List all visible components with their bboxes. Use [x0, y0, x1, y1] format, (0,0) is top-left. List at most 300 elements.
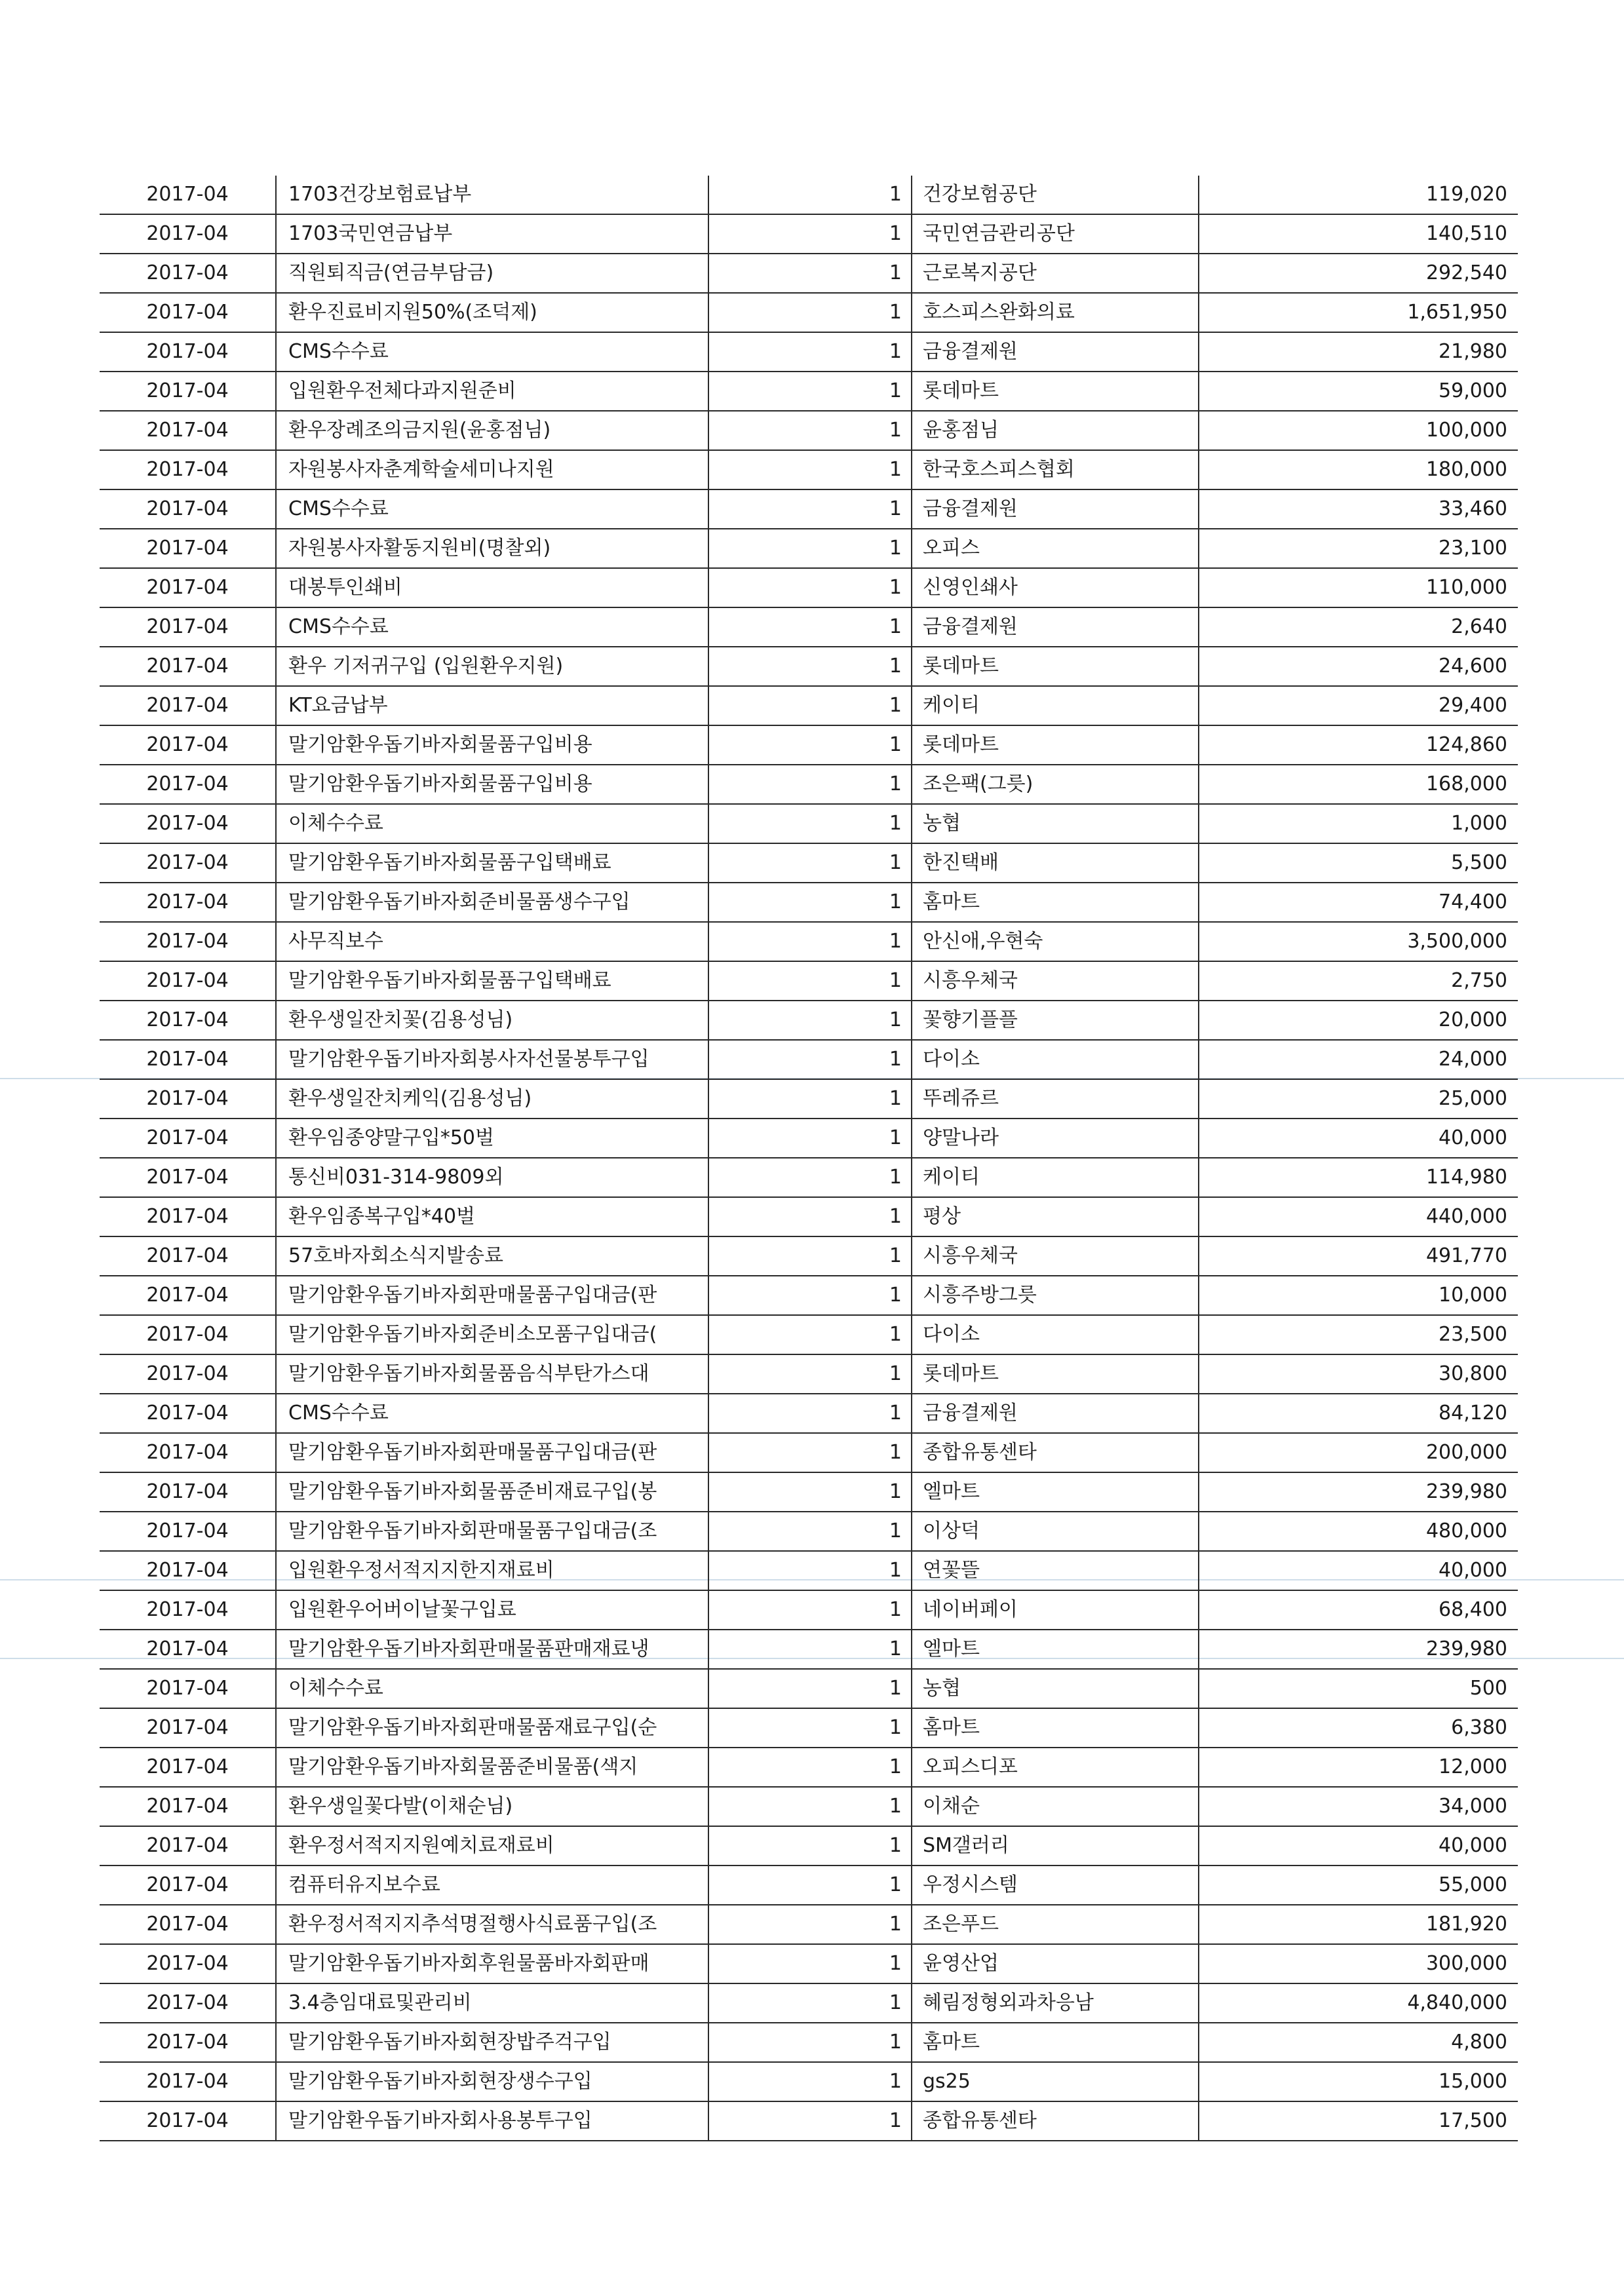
month-cell-text: 2017-04: [146, 1284, 229, 1307]
payee-cell: [912, 372, 1199, 411]
payee-cell-text: 농협: [923, 1677, 961, 1700]
amount-cell-text: 40,000: [1439, 1834, 1507, 1857]
month-cell: [100, 961, 276, 1001]
quantity-cell: [708, 1866, 912, 1905]
quantity-cell-text: 1: [889, 851, 902, 874]
payee-cell: [912, 1394, 1199, 1433]
month-cell: [100, 1826, 276, 1866]
payee-cell: [912, 1944, 1199, 1983]
amount-cell: [1199, 1748, 1518, 1787]
description-cell: [276, 1276, 708, 1315]
payee-cell: [912, 1551, 1199, 1590]
payee-cell: [912, 2023, 1199, 2062]
payee-cell-text: 평상: [923, 1205, 961, 1228]
month-cell: [100, 1040, 276, 1079]
month-cell: [100, 843, 276, 883]
quantity-cell-text: 1: [889, 1284, 902, 1307]
description-cell: [276, 568, 708, 607]
description-cell: [276, 1354, 708, 1394]
description-cell: [276, 176, 708, 214]
description-cell: [276, 686, 708, 725]
quantity-cell-text: 1: [889, 458, 902, 481]
quantity-cell-text: 1: [889, 379, 902, 402]
table-row: [100, 1905, 1518, 1944]
amount-cell-text: 1,000: [1451, 812, 1507, 835]
payee-cell: [912, 1512, 1199, 1551]
month-cell: [100, 332, 276, 372]
table-row: [100, 1197, 1518, 1236]
amount-cell: [1199, 765, 1518, 804]
amount-cell: [1199, 1236, 1518, 1276]
month-cell-text: 2017-04: [146, 1520, 229, 1542]
table-row: [100, 1433, 1518, 1472]
table-row: [100, 1472, 1518, 1512]
amount-cell-text: 181,920: [1425, 1913, 1507, 1936]
payee-cell: [912, 1079, 1199, 1119]
table-row: [100, 1669, 1518, 1708]
month-cell: [100, 1472, 276, 1512]
month-cell: [100, 1079, 276, 1119]
payee-cell: [912, 1315, 1199, 1354]
month-cell: [100, 607, 276, 647]
table-row: [100, 1748, 1518, 1787]
amount-cell: [1199, 254, 1518, 293]
quantity-cell-text: 1: [889, 1637, 902, 1660]
payee-cell-text: 롯데마트: [923, 1362, 999, 1385]
quantity-cell: [708, 214, 912, 254]
payee-cell: [912, 529, 1199, 568]
description-cell-text: 3.4층임대료및관리비: [288, 1991, 472, 2014]
amount-cell-text: 59,000: [1439, 379, 1507, 402]
quantity-cell: [708, 1001, 912, 1040]
description-cell: [276, 450, 708, 489]
month-cell-text: 2017-04: [146, 497, 229, 520]
payee-cell-text: 케이티: [923, 1166, 980, 1189]
table-row: [100, 1983, 1518, 2023]
payee-cell: [912, 765, 1199, 804]
description-cell: [276, 961, 708, 1001]
quantity-cell: [708, 332, 912, 372]
month-cell-text: 2017-04: [146, 1402, 229, 1425]
month-cell: [100, 765, 276, 804]
payee-cell-text: 한국호스피스협회: [923, 458, 1075, 481]
quantity-cell: [708, 293, 912, 332]
quantity-cell: [708, 1158, 912, 1197]
month-cell: [100, 1119, 276, 1158]
quantity-cell: [708, 489, 912, 529]
quantity-cell: [708, 922, 912, 961]
description-cell: [276, 607, 708, 647]
amount-cell-text: 40,000: [1439, 1126, 1507, 1149]
description-cell-text: CMS수수료: [288, 340, 389, 363]
month-cell-text: 2017-04: [146, 1559, 229, 1582]
quantity-cell-text: 1: [889, 1913, 902, 1936]
month-cell: [100, 1708, 276, 1748]
payee-cell: [912, 1748, 1199, 1787]
amount-cell-text: 440,000: [1425, 1205, 1507, 1228]
amount-cell: [1199, 1944, 1518, 1983]
quantity-cell-text: 1: [889, 1126, 902, 1149]
month-cell: [100, 883, 276, 922]
quantity-cell: [708, 1590, 912, 1630]
payee-cell: [912, 254, 1199, 293]
table-row: [100, 1787, 1518, 1826]
month-cell-text: 2017-04: [146, 576, 229, 599]
payee-cell: [912, 1119, 1199, 1158]
description-cell-text: 환우정서적지지원예치료재료비: [288, 1834, 554, 1857]
amount-cell-text: 24,600: [1439, 655, 1507, 678]
description-cell-text: 환우생일꽃다발(이채순님): [288, 1795, 513, 1818]
description-cell-text: CMS수수료: [288, 615, 389, 638]
table-row: [100, 1236, 1518, 1276]
table-row: [100, 2023, 1518, 2062]
table-row: [100, 176, 1518, 214]
table-row: [100, 489, 1518, 529]
table-row: [100, 332, 1518, 372]
payee-cell: [912, 214, 1199, 254]
quantity-cell: [708, 883, 912, 922]
quantity-cell: [708, 1354, 912, 1394]
month-cell: [100, 1748, 276, 1787]
table-row: [100, 1866, 1518, 1905]
quantity-cell-text: 1: [889, 1755, 902, 1778]
amount-cell-text: 23,500: [1439, 1323, 1507, 1346]
quantity-cell: [708, 176, 912, 214]
quantity-cell-text: 1: [889, 1402, 902, 1425]
payee-cell-text: 연꽃뜰: [923, 1559, 980, 1582]
quantity-cell-text: 1: [889, 497, 902, 520]
month-cell-text: 2017-04: [146, 301, 229, 324]
month-cell: [100, 725, 276, 765]
table-row: [100, 804, 1518, 843]
quantity-cell: [708, 1315, 912, 1354]
description-cell: [276, 1394, 708, 1433]
amount-cell: [1199, 1119, 1518, 1158]
table-row: [100, 450, 1518, 489]
month-cell: [100, 2023, 276, 2062]
payee-cell-text: 신영인쇄사: [923, 576, 1018, 599]
payee-cell: [912, 1669, 1199, 1708]
month-cell-text: 2017-04: [146, 1441, 229, 1464]
payee-cell: [912, 883, 1199, 922]
amount-cell: [1199, 1001, 1518, 1040]
month-cell: [100, 1590, 276, 1630]
payee-cell: [912, 1433, 1199, 1472]
payee-cell-text: 롯데마트: [923, 379, 999, 402]
payee-cell-text: 롯데마트: [923, 655, 999, 678]
quantity-cell: [708, 2023, 912, 2062]
expense-ledger-table: [100, 176, 1518, 2141]
quantity-cell-text: 1: [889, 1048, 902, 1071]
quantity-cell-text: 1: [889, 1520, 902, 1542]
amount-cell: [1199, 1079, 1518, 1119]
description-cell: [276, 647, 708, 686]
table-row: [100, 1354, 1518, 1394]
quantity-cell: [708, 843, 912, 883]
quantity-cell: [708, 1276, 912, 1315]
quantity-cell: [708, 1748, 912, 1787]
payee-cell: [912, 176, 1199, 214]
amount-cell-text: 239,980: [1425, 1637, 1507, 1660]
amount-cell-text: 4,800: [1451, 2031, 1507, 2054]
quantity-cell: [708, 1944, 912, 1983]
description-cell-text: CMS수수료: [288, 497, 389, 520]
quantity-cell-text: 1: [889, 890, 902, 913]
description-cell-text: KT요금납부: [288, 694, 388, 717]
month-cell-text: 2017-04: [146, 1087, 229, 1110]
amount-cell: [1199, 1787, 1518, 1826]
month-cell-text: 2017-04: [146, 930, 229, 953]
month-cell: [100, 489, 276, 529]
description-cell-text: 말기암환우돕기바자회판매물품구입대금(조: [288, 1520, 657, 1542]
quantity-cell: [708, 450, 912, 489]
quantity-cell: [708, 2101, 912, 2141]
description-cell: [276, 1551, 708, 1590]
amount-cell-text: 124,860: [1425, 733, 1507, 756]
payee-cell-text: 우정시스템: [923, 1873, 1018, 1896]
description-cell: [276, 1472, 708, 1512]
quantity-cell-text: 1: [889, 1480, 902, 1503]
description-cell-text: 말기암환우돕기바자회물품준비재료구입(봉: [288, 1480, 657, 1503]
payee-cell: [912, 1158, 1199, 1197]
amount-cell: [1199, 647, 1518, 686]
quantity-cell: [708, 765, 912, 804]
amount-cell: [1199, 293, 1518, 332]
payee-cell: [912, 1905, 1199, 1944]
table-row: [100, 1590, 1518, 1630]
quantity-cell-text: 1: [889, 694, 902, 717]
description-cell-text: 대봉투인쇄비: [288, 576, 402, 599]
amount-cell: [1199, 1394, 1518, 1433]
amount-cell-text: 5,500: [1451, 851, 1507, 874]
month-cell: [100, 2062, 276, 2101]
amount-cell: [1199, 1630, 1518, 1669]
amount-cell: [1199, 1551, 1518, 1590]
payee-cell: [912, 2062, 1199, 2101]
description-cell-text: 말기암환우돕기바자회물품구입비용: [288, 773, 592, 795]
quantity-cell-text: 1: [889, 930, 902, 953]
quantity-cell: [708, 372, 912, 411]
description-cell-text: 입원환우어버이날꽃구입료: [288, 1598, 516, 1621]
table-row: [100, 765, 1518, 804]
description-cell: [276, 843, 708, 883]
payee-cell-text: 홈마트: [923, 2031, 980, 2054]
month-cell: [100, 293, 276, 332]
amount-cell-text: 491,770: [1425, 1244, 1507, 1267]
description-cell-text: 자원봉사자춘계학술세미나지원: [288, 458, 554, 481]
payee-cell: [912, 1276, 1199, 1315]
quantity-cell-text: 1: [889, 183, 902, 206]
amount-cell: [1199, 883, 1518, 922]
quantity-cell: [708, 1472, 912, 1512]
table-row: [100, 1315, 1518, 1354]
amount-cell-text: 24,000: [1439, 1048, 1507, 1071]
month-cell-text: 2017-04: [146, 1205, 229, 1228]
quantity-cell: [708, 647, 912, 686]
quantity-cell: [708, 1433, 912, 1472]
description-cell: [276, 1748, 708, 1787]
payee-cell: [912, 1001, 1199, 1040]
amount-cell-text: 480,000: [1425, 1520, 1507, 1542]
amount-cell: [1199, 1354, 1518, 1394]
description-cell-text: 말기암환우돕기바자회판매물품판매재료냉: [288, 1637, 649, 1660]
payee-cell-text: 엘마트: [923, 1480, 980, 1503]
table-row: [100, 607, 1518, 647]
description-cell-text: 말기암환우돕기바자회현장생수구입: [288, 2070, 592, 2093]
quantity-cell-text: 1: [889, 2109, 902, 2132]
table-row: [100, 372, 1518, 411]
description-cell: [276, 1826, 708, 1866]
payee-cell: [912, 607, 1199, 647]
month-cell-text: 2017-04: [146, 969, 229, 992]
amount-cell-text: 500: [1469, 1677, 1507, 1700]
table-row: [100, 1512, 1518, 1551]
description-cell: [276, 1158, 708, 1197]
month-cell-text: 2017-04: [146, 1244, 229, 1267]
month-cell-text: 2017-04: [146, 222, 229, 245]
month-cell: [100, 1394, 276, 1433]
payee-cell-text: 농협: [923, 812, 961, 835]
payee-cell: [912, 2101, 1199, 2141]
quantity-cell-text: 1: [889, 2031, 902, 2054]
payee-cell: [912, 1983, 1199, 2023]
month-cell-text: 2017-04: [146, 1991, 229, 2014]
description-cell: [276, 1590, 708, 1630]
quantity-cell: [708, 1630, 912, 1669]
amount-cell: [1199, 1472, 1518, 1512]
description-cell: [276, 1236, 708, 1276]
month-cell-text: 2017-04: [146, 694, 229, 717]
amount-cell-text: 55,000: [1439, 1873, 1507, 1896]
month-cell: [100, 1001, 276, 1040]
quantity-cell-text: 1: [889, 655, 902, 678]
payee-cell-text: 롯데마트: [923, 733, 999, 756]
amount-cell-text: 100,000: [1425, 419, 1507, 442]
month-cell-text: 2017-04: [146, 261, 229, 284]
month-cell: [100, 254, 276, 293]
amount-cell: [1199, 568, 1518, 607]
payee-cell: [912, 568, 1199, 607]
month-cell: [100, 922, 276, 961]
description-cell-text: 말기암환우돕기바자회물품구입택배료: [288, 851, 611, 874]
description-cell: [276, 1787, 708, 1826]
amount-cell-text: 2,640: [1451, 615, 1507, 638]
month-cell-text: 2017-04: [146, 1952, 229, 1975]
quantity-cell: [708, 1119, 912, 1158]
payee-cell-text: 종합유통센타: [923, 2109, 1037, 2132]
description-cell-text: 환우진료비지원50%(조덕제): [288, 301, 537, 324]
month-cell: [100, 372, 276, 411]
month-cell-text: 2017-04: [146, 340, 229, 363]
description-cell-text: 1703건강보험료납부: [288, 183, 472, 206]
payee-cell: [912, 1236, 1199, 1276]
amount-cell: [1199, 450, 1518, 489]
description-cell-text: 환우생일잔치꽃(김용성님): [288, 1008, 513, 1031]
ledger-body: [100, 176, 1518, 2141]
quantity-cell: [708, 254, 912, 293]
table-row: [100, 725, 1518, 765]
table-row: [100, 1826, 1518, 1866]
amount-cell: [1199, 686, 1518, 725]
amount-cell: [1199, 1197, 1518, 1236]
payee-cell-text: SM갤러리: [923, 1834, 1009, 1857]
table-row: [100, 1276, 1518, 1315]
payee-cell-text: 금융결제원: [923, 340, 1018, 363]
payee-cell-text: 조은푸드: [923, 1913, 999, 1936]
description-cell: [276, 293, 708, 332]
description-cell-text: 환우 기저귀구입 (입원환우지원): [288, 655, 564, 678]
table-row: [100, 1551, 1518, 1590]
amount-cell-text: 3,500,000: [1407, 930, 1507, 953]
month-cell-text: 2017-04: [146, 1048, 229, 1071]
amount-cell-text: 110,000: [1425, 576, 1507, 599]
month-cell: [100, 1905, 276, 1944]
description-cell-text: 말기암환우돕기바자회준비소모품구입대금(: [288, 1323, 657, 1346]
month-cell-text: 2017-04: [146, 183, 229, 206]
description-cell: [276, 2023, 708, 2062]
quantity-cell: [708, 1394, 912, 1433]
quantity-cell: [708, 725, 912, 765]
payee-cell-text: 근로복지공단: [923, 261, 1037, 284]
description-cell: [276, 1866, 708, 1905]
amount-cell: [1199, 1708, 1518, 1748]
quantity-cell-text: 1: [889, 340, 902, 363]
month-cell: [100, 214, 276, 254]
payee-cell: [912, 647, 1199, 686]
amount-cell-text: 34,000: [1439, 1795, 1507, 1818]
quantity-cell-text: 1: [889, 1873, 902, 1896]
quantity-cell: [708, 1512, 912, 1551]
month-cell: [100, 2101, 276, 2141]
payee-cell: [912, 332, 1199, 372]
amount-cell: [1199, 1512, 1518, 1551]
table-row: [100, 1001, 1518, 1040]
payee-cell: [912, 1630, 1199, 1669]
amount-cell: [1199, 176, 1518, 214]
month-cell-text: 2017-04: [146, 1166, 229, 1189]
amount-cell-text: 6,380: [1451, 1716, 1507, 1739]
month-cell-text: 2017-04: [146, 1834, 229, 1857]
amount-cell: [1199, 725, 1518, 765]
description-cell: [276, 489, 708, 529]
description-cell-text: 직원퇴직금(연금부담금): [288, 261, 494, 284]
month-cell-text: 2017-04: [146, 1755, 229, 1778]
table-row: [100, 647, 1518, 686]
payee-cell: [912, 1826, 1199, 1866]
table-row: [100, 883, 1518, 922]
month-cell-text: 2017-04: [146, 1677, 229, 1700]
amount-cell: [1199, 2062, 1518, 2101]
table-row: [100, 214, 1518, 254]
description-cell-text: 이체수수료: [288, 812, 383, 835]
month-cell: [100, 568, 276, 607]
amount-cell-text: 12,000: [1439, 1755, 1507, 1778]
payee-cell: [912, 1866, 1199, 1905]
month-cell: [100, 1866, 276, 1905]
payee-cell-text: 시흥우체국: [923, 1244, 1018, 1267]
amount-cell: [1199, 922, 1518, 961]
payee-cell: [912, 1354, 1199, 1394]
payee-cell-text: 윤영산업: [923, 1952, 999, 1975]
quantity-cell-text: 1: [889, 1716, 902, 1739]
amount-cell-text: 239,980: [1425, 1480, 1507, 1503]
payee-cell-text: 홈마트: [923, 890, 980, 913]
payee-cell-text: 오피스: [923, 537, 980, 560]
amount-cell-text: 119,020: [1425, 183, 1507, 206]
payee-cell-text: 시흥우체국: [923, 969, 1018, 992]
payee-cell-text: 이채순: [923, 1795, 980, 1818]
payee-cell-text: 국민연금관리공단: [923, 222, 1075, 245]
